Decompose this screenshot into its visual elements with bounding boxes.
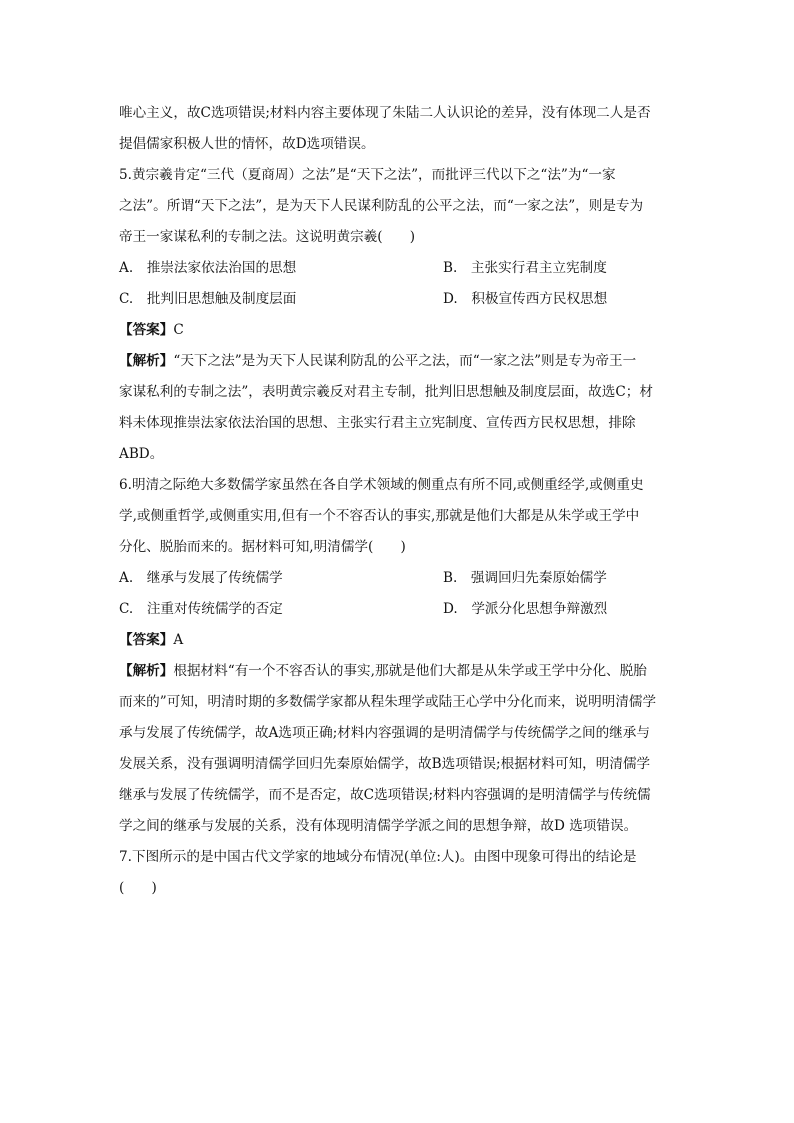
q5-analysis-line: 家谋私利的专制之法”，表明黄宗羲反对君主专制，批判旧思想触及制度层面，故选C；材 <box>119 384 653 400</box>
q5-analysis-tag: 【解析】 <box>119 353 174 369</box>
q5-analysis-line: 料未体现推崇法家依法治国的思想、主张实行君主立宪制度、宣传西方民权思想，排除 <box>119 415 636 431</box>
q5-stem-line: 5.黄宗羲肯定“三代（夏商周）之法”是“天下之法”，而批评三代以下之“法”为“一家 <box>119 167 616 183</box>
q5-options-row-ab <box>119 253 679 284</box>
q6-analysis-line <box>119 656 679 687</box>
carryover-line: 唯心主义，故C选项错误;材料内容主要体现了朱陆二人认识论的差异，没有体现二人是否 <box>119 105 651 121</box>
question-5 <box>119 160 679 470</box>
q5-answer <box>119 315 679 346</box>
q7-stem-line: ( ) <box>119 880 157 896</box>
q5-stem-line: 之法”。所谓“天下之法”，是为天下人民谋利防乱的公平之法，而“一家之法”，则是专为 <box>119 198 644 214</box>
q6-answer <box>119 625 679 656</box>
carryover-line: 提倡儒家积极人世的情怀，故D选项错误。 <box>119 136 375 152</box>
q6-stem-line: 分化、脱胎而来的。据材料可知,明清儒学( ) <box>119 539 406 555</box>
q5-option-c: C. 批判旧思想触及制度层面 <box>119 291 297 307</box>
q6-stem-line: 学,或侧重哲学,或侧重实用,但有一个不容否认的事实,那就是他们大都是从朱学或王学中 <box>119 508 640 524</box>
q5-analysis-text: “天下之法”是为天下人民谋利防乱的公平之法，而“一家之法”则是专为帝王一 <box>173 353 637 369</box>
q5-answer-tag: 【答案】 <box>119 322 174 338</box>
question-7 <box>119 842 679 904</box>
q6-analysis-line: 学之间的继承与发展的关系，没有体现明清儒学学派之间的思想争辩，故D 选项错误。 <box>119 818 638 834</box>
q6-option-c: C. 注重对传统儒学的否定 <box>119 601 283 617</box>
q5-option-a: A. 推崇法家依法治国的思想 <box>119 260 297 276</box>
q6-analysis-line: 承与发展了传统儒学，故A选项正确;材料内容强调的是明清儒学与传统儒学之间的继承与 <box>119 725 650 741</box>
q5-answer-value: C <box>173 322 184 338</box>
q5-analysis-line: ABD。 <box>119 446 164 462</box>
q6-stem-line: 6.明清之际绝大多数儒学家虽然在各自学术领域的侧重点有所不同,或侧重经学,或侧重史 <box>119 477 644 493</box>
q7-stem-line: 7.下图所示的是中国古代文学家的地域分布情况(单位:人)。由图中现象可得出的结论是 <box>119 849 637 865</box>
q6-option-d: D. 学派分化思想争辩激烈 <box>443 601 608 617</box>
q5-stem-line: 帝王一家谋私利的专制之法。这说明黄宗羲( ) <box>119 229 416 245</box>
q6-answer-value: A <box>173 632 184 648</box>
q6-analysis-line: 而来的”可知，明清时期的多数儒学家都从程朱理学或陆王心学中分化而来，说明明清儒学 <box>119 694 657 710</box>
q6-analysis-tag: 【解析】 <box>119 663 174 679</box>
q6-option-a: A. 继承与发展了传统儒学 <box>119 570 283 586</box>
q6-options-row-ab <box>119 563 679 594</box>
document-page <box>119 98 679 904</box>
q6-answer-tag: 【答案】 <box>119 632 174 648</box>
q6-analysis-line: 继承与发展了传统儒学，而不是否定，故C选项错误;材料内容强调的是明清儒学与传统儒 <box>119 787 651 803</box>
q6-options-row-cd <box>119 594 679 625</box>
q5-analysis-line <box>119 346 679 377</box>
q6-analysis-line: 发展关系，没有强调明清儒学回归先秦原始儒学，故B选项错误;根据材料可知，明清儒学 <box>119 756 651 772</box>
q6-option-b: B. 强调回归先秦原始儒学 <box>443 570 607 586</box>
question-6 <box>119 470 679 842</box>
q5-option-b: B. 主张实行君主立宪制度 <box>443 260 607 276</box>
q6-analysis-text: 根据材料“有一个不容否认的事实,那就是他们大都是从朱学或王学中分化、脱胎 <box>173 663 647 679</box>
q5-option-d: D. 积极宣传西方民权思想 <box>443 291 608 307</box>
q5-options-row-cd <box>119 284 679 315</box>
